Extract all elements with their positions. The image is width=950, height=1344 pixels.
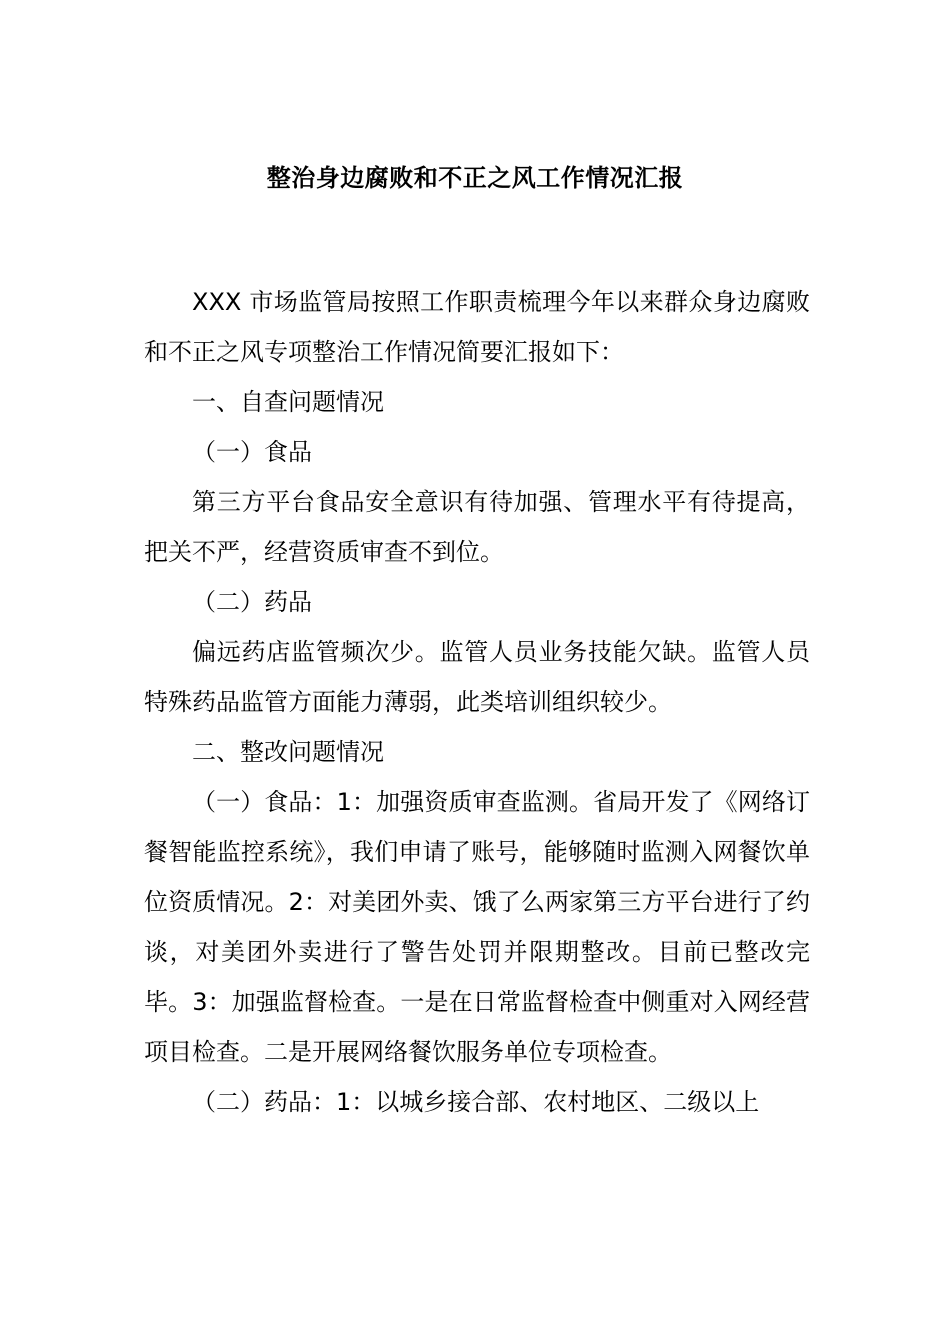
subheading-food: （一）食品 [192,438,312,466]
document-body [144,277,810,1127]
paragraph-food-rectification: （一）食品：1：加强资质审查监测。省局开发了《网络订餐智能监控系统》，我们申请了账号，能够随时监测入网餐饮单位资质情况。2：对美团外卖、饿了么两家第三方平台进行了约谈，对美团外卖进行了警告处罚并限期整改。目前已整改完毕。3：加强监督检查。一是在日常监督检查中侧重对入网经营项目检查。二是开展网络餐饮服务单位专项检查。 [144,788,810,1066]
subheading-drugs: （二）药品 [192,588,312,616]
intro-paragraph: XXX 市场监管局按照工作职责梳理今年以来群众身边腐败和不正之风专项整治工作情况简要汇报如下： [144,288,810,366]
document-title: 整治身边腐败和不正之风工作情况汇报 [266,164,684,192]
paragraph-drug-rectification: （二）药品：1：以城乡接合部、农村地区、二级以上 [192,1088,760,1116]
section-heading-self-inspection: 一、自查问题情况 [192,388,384,416]
paragraph-drug-issues: 偏远药店监管频次少。监管人员业务技能欠缺。监管人员特殊药品监管方面能力薄弱，此类培训组织较少。 [144,638,810,716]
paragraph-food-issues: 第三方平台食品安全意识有待加强、管理水平有待提高，把关不严，经营资质审查不到位。 [144,488,810,566]
section-heading-rectification: 二、整改问题情况 [192,738,384,766]
